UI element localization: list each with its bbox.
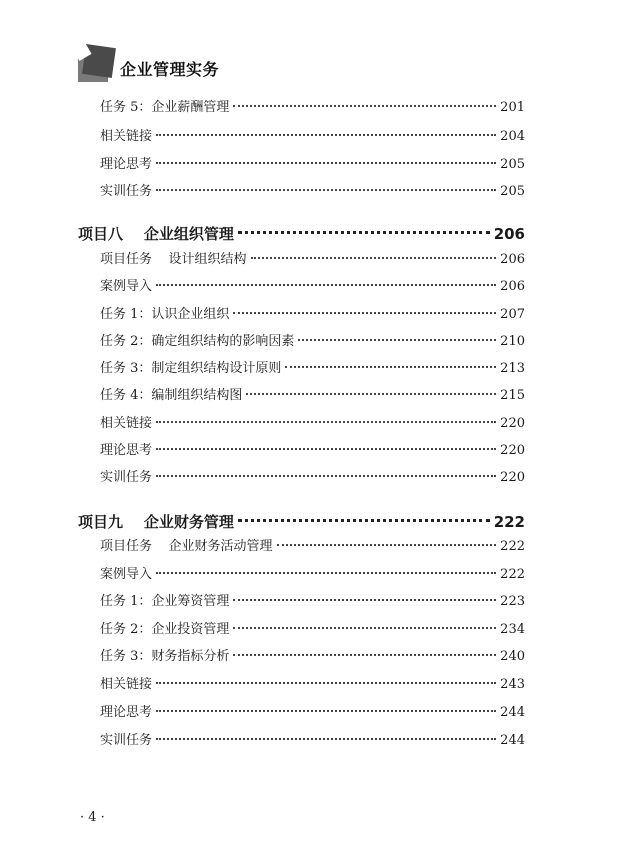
entry-page-number: 206	[500, 252, 525, 267]
toc-entry	[100, 565, 525, 585]
entry-title: 相关链接	[100, 416, 153, 431]
dot-leader	[233, 627, 496, 629]
dot-leader	[156, 284, 496, 286]
toc-entry	[100, 277, 525, 297]
dot-leader	[238, 519, 490, 522]
entry-page-number: 220	[500, 416, 525, 431]
dot-leader	[156, 738, 496, 740]
entry-page-number: 220	[500, 470, 525, 485]
entry-page-number: 220	[500, 443, 525, 458]
toc-entry	[100, 468, 525, 488]
toc-entry	[100, 182, 525, 202]
entry-page-number: 240	[500, 649, 525, 664]
entry-title: 任务 3：制定组织结构设计原则	[100, 361, 282, 376]
entry-title: 相关链接	[100, 677, 153, 692]
toc-entry	[100, 675, 525, 695]
entry-title: 任务 1：认识企业组织	[100, 307, 230, 322]
dot-leader	[233, 312, 496, 314]
entry-title: 理论思考	[100, 705, 153, 720]
entry-title: 任务 4：编制组织结构图	[100, 388, 243, 403]
entry-title: 项目任务 设计组织结构	[100, 252, 247, 267]
entry-page-number: 234	[500, 622, 525, 637]
entry-page-number: 223	[500, 594, 525, 609]
entry-title: 任务 3：财务指标分析	[100, 649, 230, 664]
entry-page-number: 243	[500, 677, 525, 692]
entry-page-number: 205	[500, 157, 525, 172]
entry-title: 实训任务	[100, 470, 153, 485]
entry-page-number: 205	[500, 184, 525, 199]
chapter-entry	[78, 223, 525, 245]
entry-title: 相关链接	[100, 129, 153, 144]
toc-entry	[100, 414, 525, 434]
entry-page-number: 201	[500, 100, 525, 115]
toc-entry	[100, 359, 525, 379]
dot-leader	[156, 189, 496, 191]
entry-page-number: 206	[500, 279, 525, 294]
toc-entry	[100, 127, 525, 147]
entry-page-number: 222	[500, 539, 525, 554]
dot-leader	[233, 599, 496, 601]
dot-leader	[156, 572, 496, 574]
toc-entry	[100, 620, 525, 640]
toc-entry	[100, 155, 525, 175]
dot-leader	[285, 366, 496, 368]
entry-title: 实训任务	[100, 733, 153, 748]
entry-page-number: 222	[493, 513, 525, 531]
entry-title: 项目八 企业组织管理	[78, 225, 234, 243]
toc-entry	[100, 647, 525, 667]
entry-title: 实训任务	[100, 184, 153, 199]
dot-leader	[277, 544, 497, 546]
dot-leader	[156, 710, 496, 712]
entry-title: 理论思考	[100, 157, 153, 172]
entry-title: 项目九 企业财务管理	[78, 513, 234, 531]
entry-title: 案例导入	[100, 567, 153, 582]
dot-leader	[233, 654, 496, 656]
entry-page-number: 206	[493, 225, 525, 243]
toc-entry	[100, 592, 525, 612]
entry-page-number: 244	[500, 705, 525, 720]
entry-page-number: 215	[500, 388, 525, 403]
entry-title: 理论思考	[100, 443, 153, 458]
entry-page-number: 244	[500, 733, 525, 748]
entry-title: 任务 5：企业薪酬管理	[100, 100, 230, 115]
toc-entry	[100, 731, 525, 751]
entry-page-number: 210	[500, 334, 525, 349]
dot-leader	[233, 105, 496, 107]
dot-leader	[156, 162, 496, 164]
toc-entry	[100, 386, 525, 406]
dot-leader	[246, 393, 496, 395]
dot-leader	[156, 421, 496, 423]
entry-page-number: 222	[500, 567, 525, 582]
toc-entry	[100, 98, 525, 118]
entry-title: 任务 1：企业筹资管理	[100, 594, 230, 609]
dot-leader	[298, 339, 496, 341]
entry-title: 项目任务 企业财务活动管理	[100, 539, 273, 554]
dot-leader	[238, 231, 490, 234]
entry-title: 任务 2：企业投资管理	[100, 622, 230, 637]
entry-page-number: 204	[500, 129, 525, 144]
toc-entry	[100, 250, 525, 270]
toc-entry	[100, 441, 525, 461]
toc-entry	[100, 537, 525, 557]
dot-leader	[156, 682, 496, 684]
toc-entry	[100, 703, 525, 723]
dot-leader	[156, 475, 496, 477]
dot-leader	[156, 448, 496, 450]
toc-entry	[100, 332, 525, 352]
entry-page-number: 213	[500, 361, 525, 376]
toc-entry	[100, 305, 525, 325]
page-number: · 4 ·	[80, 810, 105, 825]
chapter-entry	[78, 511, 525, 533]
entry-title: 案例导入	[100, 279, 153, 294]
entry-page-number: 207	[500, 307, 525, 322]
entry-title: 任务 2：确定组织结构的影响因素	[100, 334, 295, 349]
dot-leader	[156, 134, 496, 136]
book-title: 企业管理实务	[120, 60, 220, 79]
dot-leader	[251, 257, 497, 259]
